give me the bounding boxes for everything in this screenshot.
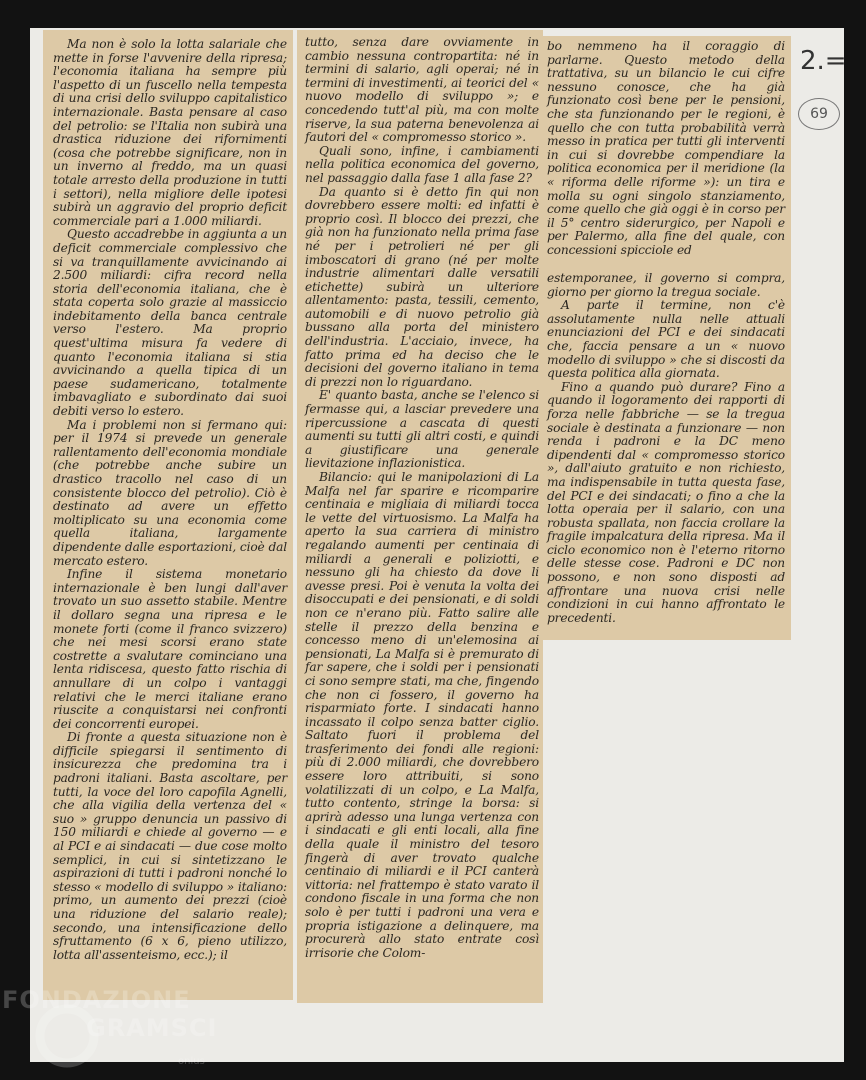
paragraph: Di fronte a questa situazione non è difficile spiegarsi il sentimento di insicurezza che predomina tra i padroni italiani. Basta ascoltare, per tutti, la voce del loro capofila Agnelli, che alla vigilia della vertenza del « suo » gruppo denuncia un passivo di 150 miliardi e chiede al governo — e al PCI e ai sindacati — due cose molto semplici, in cui si sintetizzano le aspirazioni di tutti i padroni nonché lo stesso « modello di sviluppo » italiano: primo, un aumento dei prezzi (cioè una riduzione del salario reale); secondo, una intensificazione dello sfruttamento (6 x 6, pieno utilizzo, lotta all'assenteismo, ecc.); il — [53, 730, 287, 962]
article-column-3-top — [543, 36, 791, 271]
paragraph: Ma i problemi non si fermano qui: per il 1974 si prevede un generale rallentamento dell'economia mondiale (che potrebbe anche subire un drastico tracollo nel caso di un consistente blocco del petrolio). Ciò è destinato ad avere un effetto moltiplicato su una economia come quella italiana, largamente dipendente dalle esportazioni, cioè dal mercato estero. — [53, 417, 287, 568]
watermark-line-3: onlus — [178, 1056, 205, 1067]
paragraph: Infine il sistema monetario internazionale è ben lungi dall'aver trovato un suo assetto stabile. Mentre il dollaro segna una ripresa e le monete forti (come il franco svizzero) che nei mesi scorsi erano state costrette a svalutare cominciano una lenta ridiscesa, questo fatto rischia di annullare di un colpo i vantaggi relativi che le merci italiane erano riuscite a conquistarsi nei confronti dei concorrenti europei. — [53, 567, 287, 731]
paragraph: Ma non è solo la lotta salariale che mette in forse l'avvenire della ripresa; l'economia italiana ha sempre più l'aspetto di un fuscello nella tempesta di una crisi dello sviluppo capitalistico internazionale. Basta pensare al caso del petrolio: se l'Italia non subirà una drastica riduzione dei rifornimenti (cosa che potrebbe significare, non in un inverno al freddo, ma un quasi totale arresto della produzione in tutti i settori), nella migliore delle ipotesi subirà un aggravio del proprio deficit commerciale pari a 1.000 miliardi. — [53, 37, 287, 228]
paragraph: E' quanto basta, anche se l'elenco si fermasse qui, a lasciar prevedere una ripercussione a cascata di questi aumenti su tutti gli altri costi, e quindi a giustificare una generale lievitazione inflazionistica. — [305, 388, 539, 471]
paragraph: bo nemmeno ha il coraggio di parlarne. Questo metodo della trattativa, su un bilancio le cui cifre nessuno conosce, che ha già funzionato così bene per le pensioni, che sta funzionando per le regioni, è quello che con tutta probabilità verrà messo in pratica per tutti gli interventi in cui si dovrebbe compendiare la politica economica per il meridione (la « riforma delle riforme »): un tira e molla su ogni singolo stanziamento, come quello che già oggi è in corso per il 5° centro siderurgico, per Napoli e per Palermo, alla fine del quale, con concessioni spicciole ed — [547, 39, 785, 257]
watermark-line-2: GRAMSCI — [86, 1014, 218, 1042]
paragraph: tutto, senza dare ovviamente in cambio nessuna contropartita: né in termini di salario, agli operai; né in termini di investimenti, ai teorici del « nuovo modello di sviluppo »; e concedendo tutt'al più, ma con molte riserve, la sua paterna benevolenza ai fautori del « compromesso storico ». — [305, 35, 539, 145]
article-column-2 — [297, 30, 543, 1003]
paragraph: estemporanee, il governo si compra, giorno per giorno la tregua sociale. — [547, 271, 785, 299]
paragraph: Bilancio: qui le manipolazioni di La Malfa nel far sparire e ricomparire centinaia e migliaia di miliardi tocca le vette del virtuosismo. La Malfa ha aperto la sua carriera di ministro regalando aumenti per centinaia di miliardi a generali e poliziotti, e nessuno gli ha chiesto da dove li avesse presi. Poi è venuta la volta dei disoccupati e dei pensionati, e di soldi non ce n'erano più. Fatto salire alle stelle il prezzo della benzina e concesso meno di un'elemosina ai pensionati, La Malfa si è premurato di far sapere, che i soldi per i pensionati ci sono sempre stati, ma che, fingendo che non ci fossero, il governo ha risparmiato forte. I sindacati hanno incassato il colpo senza batter ciglio. Saltato fuori il problema del trasferimento dei fondi alle regioni: più di 2.000 miliardi, che dovrebbero essere loro attribuiti, si sono volatilizzati di un colpo, e La Malfa, tutto contento, stringe la borsa: si aprirà adesso una lunga vertenza con i sindacati e gli enti locali, alla fine della quale il ministro del tesoro fingerà di aver trovato qualche centinaio di miliardi e il PCI canterà vittoria: nel frattempo è stato varato il condono fiscale in una forma che non solo è per tutti i padroni una vera e propria istigazione a delinquere, ma procurerà allo stato entrate così irrisorie che Colom- — [305, 470, 539, 960]
watermark-line-1: FONDAZIONE — [2, 986, 191, 1014]
paragraph: A parte il termine, non c'è assolutamente nulla nelle attuali enunciazioni del PCI e dei sindacati che, faccia pensare a un « nuovo modello di sviluppo » che si discosti da questa politica alla giornata. — [547, 298, 785, 381]
paragraph: Fino a quando può durare? Fino a quando il logoramento dei rapporti di forza nelle fabbriche — se la tregua sociale è destinata a funzionare — non renda i padroni e la DC meno dipendenti dal « compromesso storico », dall'aiuto gratuito e non richiesto, ma indispensabile in tutta questa fase, del PCI e dei sindacati; o fino a che la lotta operaia per il salario, con una robusta spallata, non faccia crollare la fragile impalcatura della ripresa. Ma il ciclo economico non è l'eterno ritorno delle stesse cose. Padroni e DC non possono, e non sono disposti ad affrontare una nuova crisi nelle condizioni in cui hanno affrontato le precedenti. — [547, 379, 785, 625]
page-number-stamp: 69 — [798, 98, 840, 130]
watermark-logo — [2, 985, 262, 1075]
paragraph: Questo accadrebbe in aggiunta a un deficit commerciale complessivo che si va tranquillamente avvicinando ai 2.500 miliardi: cifra record nella storia dell'economia italiana, che è stata coperta solo grazie al massiccio indebitamento della banca centrale verso l'estero. Ma proprio quest'ultima misura fa vedere di quanto l'economia italiana si stia avvicinando a quella tipica di un paese sudamericano, totalmente imbavagliato e subordinato dai suoi debiti verso lo estero. — [53, 227, 287, 419]
article-column-1 — [43, 30, 293, 1000]
article-column-3-bottom — [543, 268, 791, 640]
paragraph: Da quanto si è detto fin qui non dovrebbero essere molti: ed infatti è proprio così. Il blocco dei prezzi, che già non ha funzionato nella prima fase né per i petrolieri né per gli imboscatori di grano (né per molte industrie alimentari dalle versatili etichette) subirà un ulteriore allentamento: pasta, tessili, cemento, automobili e di nuovo petrolio già bussano alla porta del ministero dell'industria. L'acciaio, invece, ha fatto prima ed ha deciso che le decisioni del governo italiano in tema di prezzi non lo riguardano. — [305, 184, 539, 389]
paragraph: Quali sono, infine, i cambiamenti nella politica economica del governo, nel passaggio dalla fase 1 alla fase 2? — [305, 143, 539, 185]
handwritten-number: 2.= — [800, 46, 847, 76]
